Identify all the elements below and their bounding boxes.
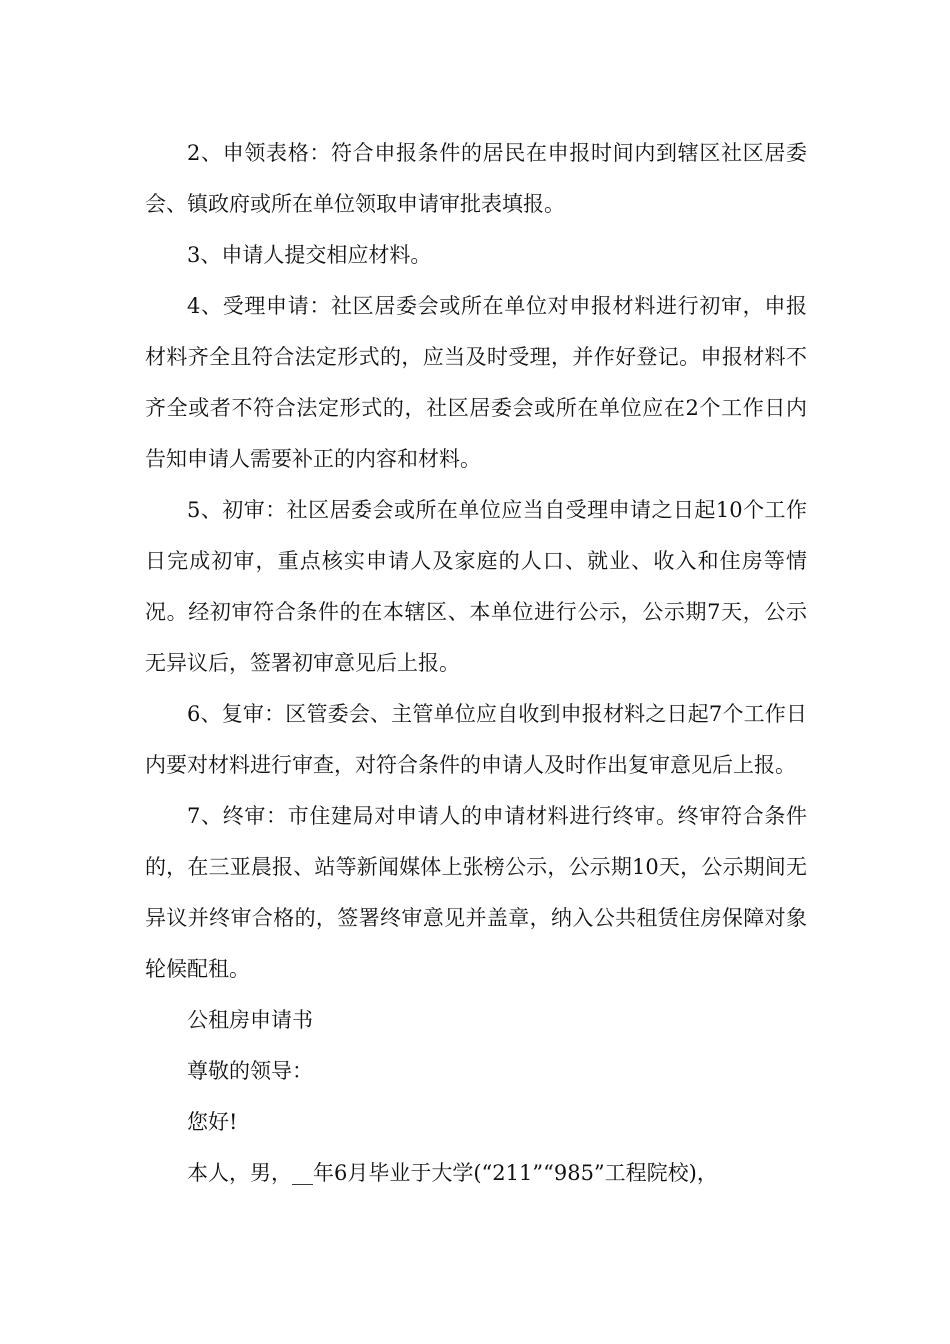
paragraph-step-3: 3、申请人提交相应材料。 xyxy=(187,243,432,267)
letter-salutation: 尊敬的领导： xyxy=(187,1059,313,1083)
paragraph-step-4: 4、受理申请：社区居委会或所在单位对申报材料进行初审，申报材料齐全且符合法定形式的，应当及时受理，并作好登记。申报材料不齐全或者不符合法定形式的，社区居委会或所在单位应在2个工作日内告知申请人需要补正的内容和材料。 xyxy=(145,294,807,471)
paragraph-step-6: 6、复审：区管委会、主管单位应自收到申报材料之日起7个工作日内要对材料进行审查，对符合条件的申请人及时作出复审意见后上报。 xyxy=(145,702,807,777)
paragraph-step-2: 2、申领表格：符合申报条件的居民在申报时间内到辖区社区居委会、镇政府或所在单位领取申请审批表填报。 xyxy=(145,141,807,216)
document-body xyxy=(145,128,807,1199)
letter-greeting: 您好! xyxy=(187,1110,238,1134)
letter-title: 公租房申请书 xyxy=(187,1008,313,1032)
paragraph-step-7: 7、终审：市住建局对申请人的申请材料进行终审。终审符合条件的，在三亚晨报、站等新闻媒体上张榜公示，公示期10天，公示期间无异议并终审合格的，签署终审意见并盖章，纳入公共租赁住房保障对象轮候配租。 xyxy=(145,804,807,981)
paragraph-step-5: 5、初审：社区居委会或所在单位应当自受理申请之日起10个工作日完成初审，重点核实申请人及家庭的人口、就业、收入和住房等情况。经初审符合条件的在本辖区、本单位进行公示，公示期7天，公示无异议后，签署初审意见后上报。 xyxy=(145,498,807,675)
letter-body-start: 本人，男，__年6月毕业于大学(“211”“985”工程院校)， xyxy=(187,1161,718,1185)
